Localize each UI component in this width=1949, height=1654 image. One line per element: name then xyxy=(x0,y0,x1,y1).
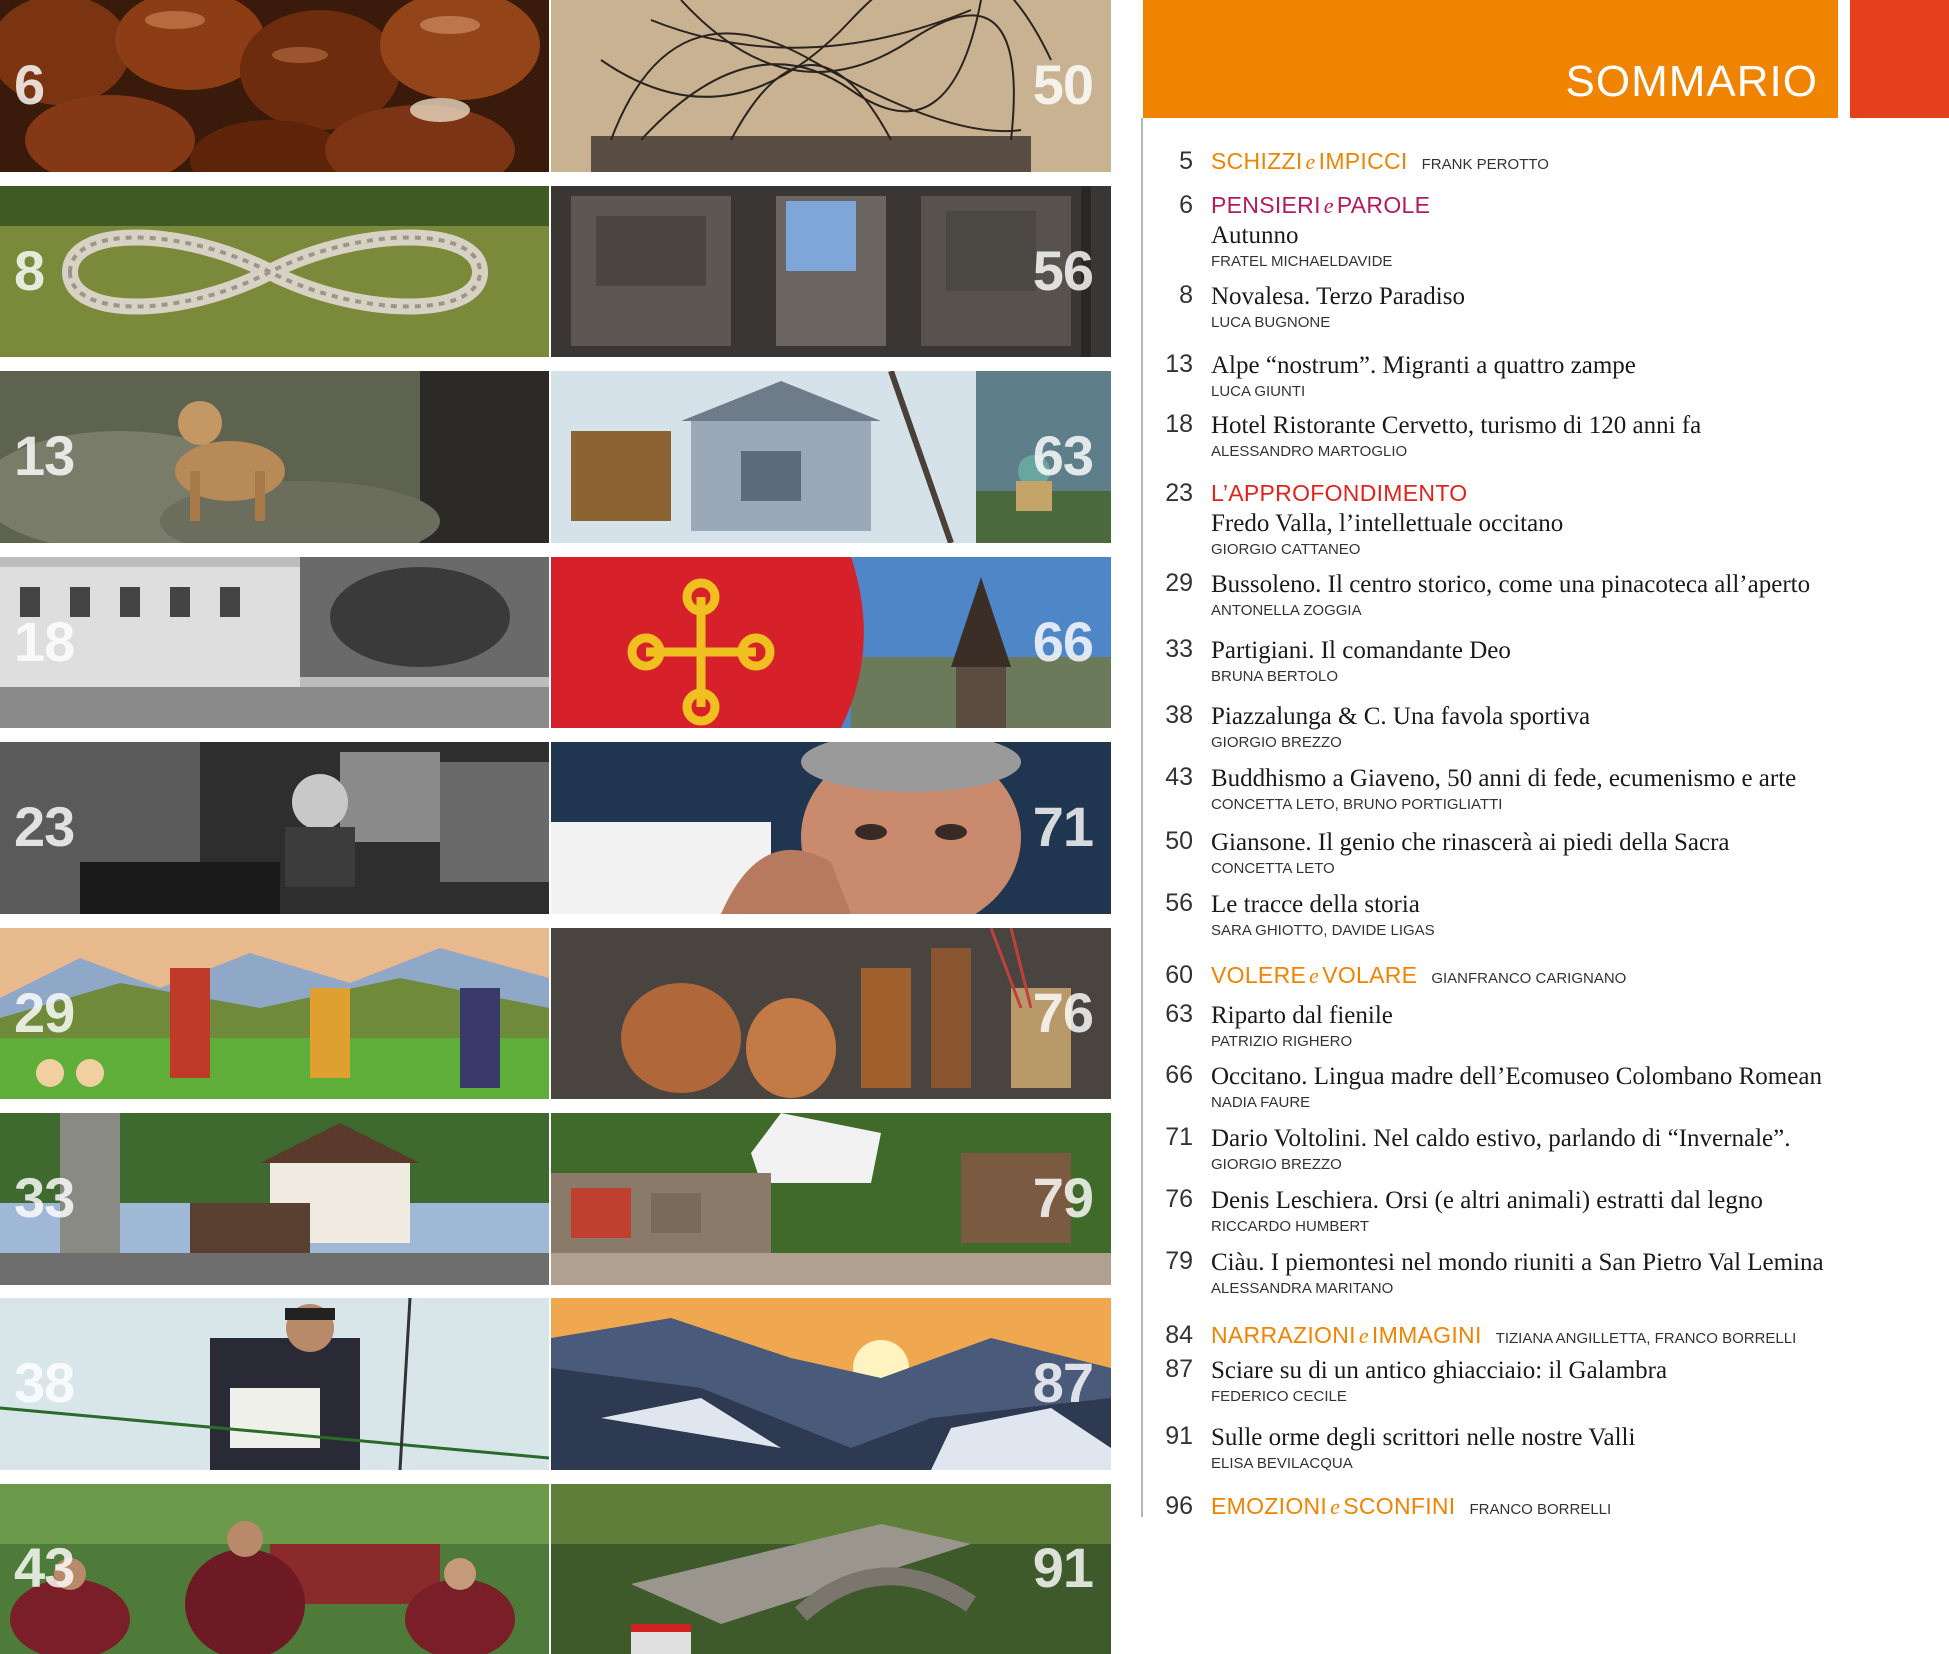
entry-author: SARA GHIOTTO, DAVIDE LIGAS xyxy=(1211,922,1435,939)
entry-author: GIORGIO BREZZO xyxy=(1211,734,1342,751)
entry-author: FRANK PEROTTO xyxy=(1421,156,1549,173)
entry-title: Fredo Valla, l’intellettuale occitano xyxy=(1211,510,1564,537)
entry-title: Alpe “nostrum”. Migranti a quattro zampe xyxy=(1211,352,1636,379)
tile-skier[interactable] xyxy=(0,1298,549,1470)
page-number: 63 xyxy=(1032,424,1093,488)
tile-lynx[interactable] xyxy=(0,371,549,543)
entry-title: Ciàu. I piemontesi nel mondo riuniti a San Pietro Val Lemina xyxy=(1211,1249,1824,1276)
entry-title: Partigiani. Il comandante Deo xyxy=(1211,637,1511,664)
alpine-sunset-image xyxy=(551,1298,1111,1470)
entry-page: 84 xyxy=(1165,1321,1193,1349)
entry-page: 38 xyxy=(1165,701,1193,729)
page-number: 18 xyxy=(14,609,75,673)
occitan-flag-image xyxy=(551,557,1111,728)
entry-page: 23 xyxy=(1165,479,1193,507)
entry-title: Sciare su di un antico ghiacciaio: il Galambra xyxy=(1211,1357,1668,1384)
tile-writer[interactable] xyxy=(0,742,549,914)
entry-title: Dario Voltolini. Nel caldo estivo, parlando di “Invernale”. xyxy=(1211,1125,1791,1152)
entry-author: ALESSANDRO MARTOGLIO xyxy=(1211,443,1408,460)
village-chalet-image xyxy=(0,1113,549,1285)
page-number: 29 xyxy=(14,980,75,1044)
entry-author: LUCA GIUNTI xyxy=(1211,383,1306,400)
entry-author: BRUNA BERTOLO xyxy=(1211,668,1338,685)
tile-bridge[interactable] xyxy=(551,1484,1111,1654)
tile-wire-sculpture[interactable] xyxy=(551,0,1111,172)
entry-page: 87 xyxy=(1165,1355,1193,1383)
entry-author: GIORGIO CATTANEO xyxy=(1211,541,1361,558)
page-number: 8 xyxy=(14,238,45,302)
infinity-stone-image xyxy=(0,186,549,357)
entry-page: 6 xyxy=(1179,191,1193,219)
entry-author: FRANCO BORRELLI xyxy=(1469,1501,1612,1518)
page-number: 50 xyxy=(1032,53,1093,117)
entry-author: FRATEL MICHAELDAVIDE xyxy=(1211,253,1393,270)
rubric-heading: EMOZIONI e SCONFINI FRANCO BORRELLI xyxy=(1211,1493,1612,1519)
tile-flag[interactable] xyxy=(551,557,1111,728)
entry-page: 43 xyxy=(1165,763,1193,791)
entry-title: Novalesa. Terzo Paradiso xyxy=(1211,283,1465,310)
entry-title: Piazzalunga & C. Una favola sportiva xyxy=(1211,703,1591,730)
tile-carvings[interactable] xyxy=(551,928,1111,1099)
page-number: 6 xyxy=(14,53,45,117)
entry-page: 76 xyxy=(1165,1185,1193,1213)
page-number: 13 xyxy=(14,424,75,488)
entry-page: 5 xyxy=(1179,147,1193,175)
entry-author: RICCARDO HUMBERT xyxy=(1211,1218,1370,1235)
entry-title: Giansone. Il genio che rinascerà ai piedi della Sacra xyxy=(1211,829,1730,856)
tile-hotel[interactable] xyxy=(0,557,549,728)
entry-page: 63 xyxy=(1165,1000,1193,1028)
chestnuts-image xyxy=(0,0,549,172)
rubric-heading: NARRAZIONI e IMMAGINI TIZIANA ANGILLETTA, FRANCO BORRELLI xyxy=(1211,1322,1797,1348)
entry-page: 13 xyxy=(1165,350,1193,378)
lynx-image xyxy=(0,371,549,543)
page-number: 56 xyxy=(1032,238,1093,302)
entry-page: 18 xyxy=(1165,410,1193,438)
entry-page: 29 xyxy=(1165,569,1193,597)
header-accent xyxy=(1850,0,1949,118)
entry-page: 8 xyxy=(1179,281,1193,309)
entry-author: GIORGIO BREZZO xyxy=(1211,1156,1342,1173)
portrait-man-image xyxy=(551,742,1111,914)
entry-page: 60 xyxy=(1165,961,1193,989)
entry-author: NADIA FAURE xyxy=(1211,1094,1311,1111)
page-title: SOMMARIO xyxy=(1565,57,1818,106)
entry-page: 33 xyxy=(1165,635,1193,663)
stone-bridge-image xyxy=(551,1484,1111,1654)
entry-author: FEDERICO CECILE xyxy=(1211,1388,1347,1405)
page-number: 43 xyxy=(14,1536,75,1600)
stone-ruins-image xyxy=(551,186,1111,357)
page-number: 66 xyxy=(1032,609,1093,673)
tile-village[interactable] xyxy=(0,1113,549,1285)
memorial-plaques-image xyxy=(551,1113,1111,1285)
entry-page: 56 xyxy=(1165,889,1193,917)
entry-author: PATRIZIO RIGHERO xyxy=(1211,1033,1353,1050)
entry-title: Hotel Ristorante Cervetto, turismo di 120 anni fa xyxy=(1211,412,1702,439)
divider-line xyxy=(1141,118,1143,1517)
painted-hayloft-image xyxy=(551,371,1111,543)
entry-author: CONCETTA LETO xyxy=(1211,860,1335,877)
page-number: 91 xyxy=(1032,1536,1093,1600)
entry-page: 50 xyxy=(1165,827,1193,855)
rubric-heading: L’APPROFONDIMENTO xyxy=(1211,480,1468,506)
tile-memorial[interactable] xyxy=(551,1113,1111,1285)
entry-title: Bussoleno. Il centro storico, come una pinacoteca all’aperto xyxy=(1211,571,1811,598)
entry-author: CONCETTA LETO, BRUNO PORTIGLIATTI xyxy=(1211,796,1503,813)
entry-author: ALESSANDRA MARITANO xyxy=(1211,1280,1394,1297)
page-number: 33 xyxy=(14,1166,75,1230)
entry-title: Le tracce della storia xyxy=(1211,891,1420,918)
tile-chestnuts[interactable] xyxy=(0,0,549,172)
tile-sunset[interactable] xyxy=(551,1298,1111,1470)
page-number: 87 xyxy=(1032,1351,1093,1415)
wood-carvings-image xyxy=(551,928,1111,1099)
page-number: 23 xyxy=(14,795,75,859)
rubric-heading: PENSIERI e PAROLE xyxy=(1211,192,1431,218)
entry-title: Occitano. Lingua madre dell’Ecomuseo Colombano Romean xyxy=(1211,1063,1822,1090)
tile-mural[interactable] xyxy=(0,928,549,1099)
entry-page: 96 xyxy=(1165,1492,1193,1520)
tile-infinity[interactable] xyxy=(0,186,549,357)
entry-author: TIZIANA ANGILLETTA, FRANCO BORRELLI xyxy=(1495,1330,1797,1347)
rubric-heading: SCHIZZI e IMPICCI FRANK PEROTTO xyxy=(1211,148,1549,174)
mural-painting-image xyxy=(0,928,549,1099)
tile-hayloft[interactable] xyxy=(551,371,1111,543)
entry-title: Riparto dal fienile xyxy=(1211,1002,1393,1029)
entry-author: LUCA BUGNONE xyxy=(1211,314,1331,331)
contents-header xyxy=(1143,0,1838,118)
page-number: 71 xyxy=(1032,795,1093,859)
historic-hotel-image xyxy=(0,557,549,728)
tile-monks[interactable] xyxy=(0,1484,549,1654)
page-number: 79 xyxy=(1032,1166,1093,1230)
entry-page: 91 xyxy=(1165,1422,1193,1450)
entry-page: 71 xyxy=(1165,1123,1193,1151)
entry-title: Autunno xyxy=(1211,222,1299,249)
entry-author: ELISA BEVILACQUA xyxy=(1211,1455,1353,1472)
page-number: 38 xyxy=(14,1351,75,1415)
rubric-heading: VOLERE e VOLARE GIANFRANCO CARIGNANO xyxy=(1211,962,1627,988)
buddhist-monks-image xyxy=(0,1484,549,1654)
entry-page: 79 xyxy=(1165,1247,1193,1275)
wire-sculpture-image xyxy=(551,0,1111,172)
entry-page: 66 xyxy=(1165,1061,1193,1089)
entry-title: Sulle orme degli scrittori nelle nostre Valli xyxy=(1211,1424,1636,1451)
writer-at-desk-image xyxy=(0,742,549,914)
entry-author: GIANFRANCO CARIGNANO xyxy=(1431,970,1627,987)
page-number: 76 xyxy=(1032,980,1093,1044)
entry-title: Buddhismo a Giaveno, 50 anni di fede, ecumenismo e arte xyxy=(1211,765,1797,792)
entry-title: Denis Leschiera. Orsi (e altri animali) estratti dal legno xyxy=(1211,1187,1763,1214)
tile-ruins[interactable] xyxy=(551,186,1111,357)
tile-portrait[interactable] xyxy=(551,742,1111,914)
entry-author: ANTONELLA ZOGGIA xyxy=(1211,602,1362,619)
skier-image xyxy=(0,1298,549,1470)
